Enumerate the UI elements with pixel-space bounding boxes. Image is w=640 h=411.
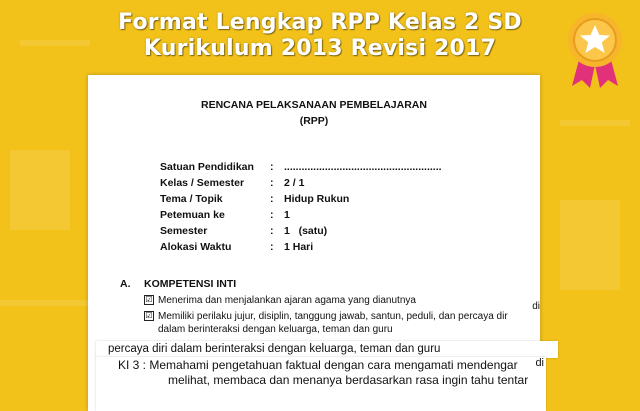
identity-separator: : (270, 161, 274, 173)
identity-value: Hidup Rukun (284, 193, 350, 205)
identity-separator: : (270, 241, 274, 253)
identity-row (160, 207, 442, 223)
section-number: A. (120, 278, 131, 290)
star-badge-icon (560, 8, 630, 88)
identity-label: Alokasi Waktu (160, 241, 232, 253)
banner-line-2: Kurikulum 2013 Revisi 2017 (143, 36, 497, 61)
ki3-text: Memahami pengetahuan faktual dengan cara mengamati mendengar (149, 358, 518, 372)
identity-row (160, 159, 442, 175)
ki-text: Menerima dan menjalankan ajaran agama yang dianutnya (158, 295, 416, 306)
identity-row (160, 223, 442, 239)
identity-row (160, 191, 442, 207)
identity-label: Semester (160, 225, 208, 237)
section-title: KOMPETENSI INTI (144, 278, 237, 290)
document-title-line-1: RENCANA PELAKSANAAN PEMBELAJARAN (201, 99, 427, 111)
identity-label: Petemuan ke (160, 209, 225, 221)
identity-label: Kelas / Semester (160, 177, 245, 189)
checkbox-icon: ☑ (145, 311, 153, 320)
list-item (144, 323, 540, 336)
identity-row (160, 239, 442, 255)
identity-value: 1 (satu) (284, 225, 328, 237)
banner-line-1: Format Lengkap RPP Kelas 2 SD (118, 10, 522, 35)
section-heading (120, 278, 236, 290)
identity-table (160, 159, 442, 255)
document-title (88, 97, 540, 129)
ki3-label: KI 3 : (118, 358, 147, 372)
zoomed-excerpt-2 (96, 357, 546, 411)
identity-value: 1 (284, 209, 290, 221)
ki-list (144, 294, 540, 339)
banner-title (110, 10, 530, 62)
identity-row (160, 175, 442, 191)
identity-label: Satuan Pendidikan (160, 161, 254, 173)
zoomed-excerpt-1 (96, 341, 558, 358)
identity-separator: : (270, 209, 274, 221)
zoomed-text: percaya diri dalam berinteraksi dengan keluarga, teman dan guru (108, 343, 441, 355)
document-title-line-2: (RPP) (299, 115, 329, 127)
identity-value: ...................................................... (284, 161, 442, 173)
ki-text: dalam berinteraksi dengan keluarga, teman dan guru (158, 324, 393, 335)
identity-separator: : (270, 177, 274, 189)
identity-value: 1 Hari (284, 241, 314, 253)
list-item (144, 310, 540, 323)
list-item (144, 294, 540, 307)
ki-text: Memiliki perilaku jujur, disiplin, tanggung jawab, santun, peduli, dan percaya dir (158, 311, 508, 322)
identity-separator: : (270, 193, 274, 205)
identity-value: 2 / 1 (284, 177, 305, 189)
identity-separator: : (270, 225, 274, 237)
cut-off-text: di (535, 357, 544, 369)
cut-off-text: di (532, 301, 540, 312)
ki3-line-2: melihat, membaca dan menanya berdasarkan rasa ingin tahu tentar (168, 373, 529, 387)
identity-label: Tema / Topik (160, 193, 223, 205)
checkbox-icon: ☑ (145, 295, 153, 304)
